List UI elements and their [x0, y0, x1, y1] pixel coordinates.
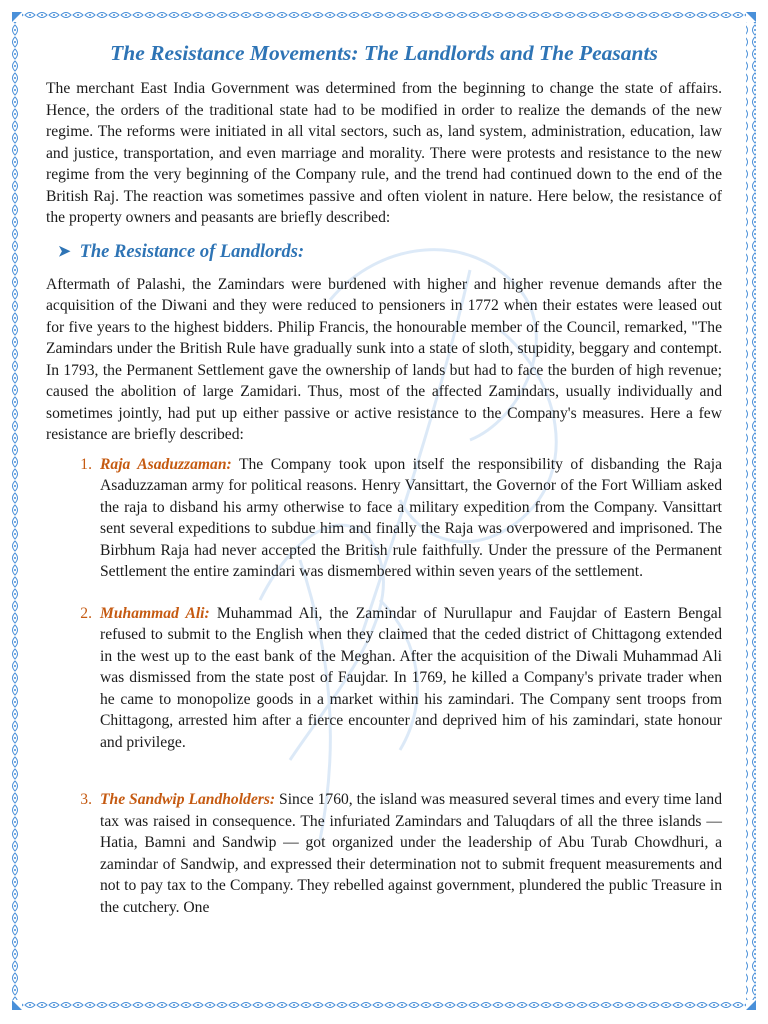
page-title: The Resistance Movements: The Landlords and The Peasants	[110, 41, 658, 65]
list-item	[46, 454, 722, 583]
intro-paragraph: The merchant East India Government was determined from the beginning to change the state of affairs. Hence, the orders of the traditional state had to be modified in order to realize the demands of the new regime. The reforms were initiated in all vital sectors, such as, land system, administration, education, law and justice, transportation, and even marriage and morality. There were protests and resistance to the new regime from the very beginning of the Company rule, and the trend had continued down to the end of the British Raj. The reaction was sometimes passive and often violent in nature. Here below, the resistance of the property owners and peasants are briefly described:	[46, 80, 722, 226]
document-page	[46, 40, 722, 918]
arrow-right-icon: ➤	[58, 243, 71, 260]
list-item-body	[92, 789, 722, 918]
list-item-body	[92, 603, 722, 754]
list-item	[46, 603, 722, 754]
list-item	[46, 789, 722, 918]
list-item-text: Muhammad Ali, the Zamindar of Nurullapur and Faujdar of Eastern Bengal refused to submit to the English when they claimed that the ceded district of Chittagong extended in the west up to the east bank of the Meghan. After the acquisition of the Diwali Muhammad Ali was dismissed from the state post of Faujdar. In 1769, he killed a Company's private trader when he came to monopolize goods in a market within his zamindari. The Company sent troops from Chittagong, arrested him after a fierce encounter and deprived him of his zamindari, state honour and privilege.	[100, 604, 722, 751]
list-item-number: 2.	[80, 604, 92, 622]
resistance-list	[46, 454, 722, 919]
list-item-name: Raja Asaduzzaman:	[100, 455, 232, 473]
section-heading-text: The Resistance of Landlords:	[79, 241, 305, 262]
list-item-name: The Sandwip Landholders:	[100, 791, 276, 808]
list-item-number: 1.	[80, 455, 92, 473]
section-heading	[58, 241, 722, 263]
list-item-text: Since 1760, the island was measured several times and every time land tax was raised in consequence. The infuriated Zamindars and Taluqdars of all the three islands — Hatia, Bamni and Sandwip — got organized under the leadership of Abu Turab Chowdhuri, a zamindar of Sandwip, and expressed their determination not to submit frequent measurements and not to pay tax to the Company. They rebelled against government, plundered the public Treasure in the cutchery. One	[100, 791, 722, 916]
list-item-name: Muhammad Ali:	[100, 604, 210, 622]
list-item-body	[92, 454, 722, 583]
section-paragraph: Aftermath of Palashi, the Zamindars were burdened with higher and higher revenue demands after the acquisition of the Diwani and they were reduced to pensioners in 1772 when their estates were leased out for five years to the highest bidders. Philip Francis, the honourable member of the Council, remarked, "The Zamindars under the British Rule have gradually sunk into a state of sloth, stupidity, beggary and contempt. In 1793, the Permanent Settlement gave the ownership of lands but had to face the burden of high revenue; caused the abolition of large Zamidari. Thus, most of the affected Zamindars, usually individually and sometimes jointly, had put up either passive or active resistance to the Company's measures. Here a few resistance are briefly described:	[46, 275, 722, 443]
list-item-text: The Company took upon itself the responsibility of disbanding the Raja Asaduzzaman army for political reasons. Henry Vansittart, the Governor of the Fort William asked the raja to disband his army otherwise to face a military expedition from the Company. Vansittart sent several expeditions to subdue him and finally the Raja was overpowered and imprisoned. The Birbhum Raja had never accepted the British rule faithfully. Under the pressure of the Permanent Settlement the entire zamindari was dismembered within seven years of the settlement.	[100, 455, 722, 580]
list-item-number: 3.	[80, 791, 92, 808]
